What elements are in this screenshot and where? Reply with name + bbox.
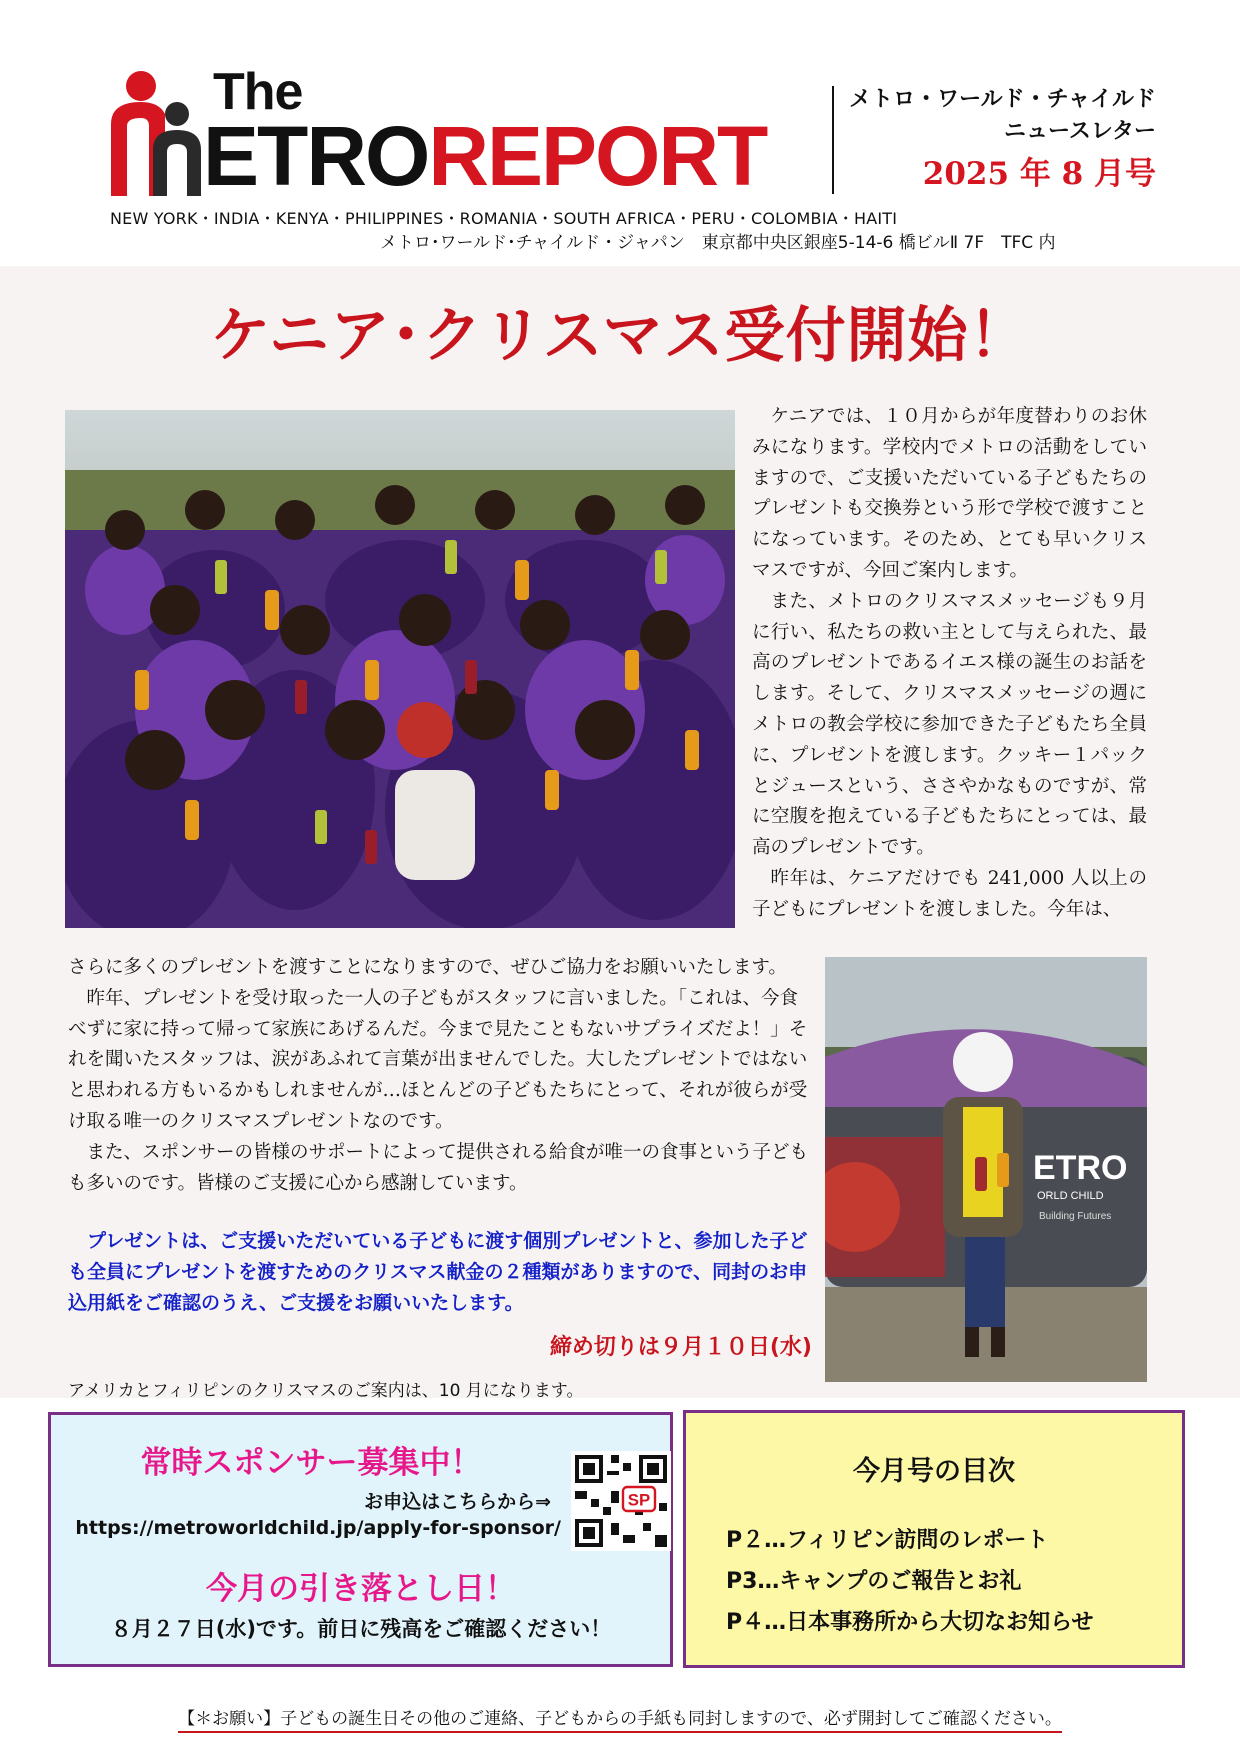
paragraph: ケニアでは、１０月からが年度替わりのお休みになります。学校内でメトロの活動をしていますので、ご支援いただいている子どもたちのプレゼントも交換券という形で学校で渡すことになっています。そのため、とても早いクリスマスですが、今回ご案内します。 (752, 406, 1147, 581)
issue-date: 2025 年 8 月号 (922, 156, 1156, 192)
qr-code-icon[interactable] (571, 1451, 671, 1551)
toc-item: P４…日本事務所から大切なお知らせ (726, 1610, 1094, 1635)
footer-note-text: 【＊お願い】子どもの誕生日その他のご連絡、子どもからの手紙も同封しますので、必ず開封してご確認ください。 (178, 1709, 1062, 1733)
metro-report-logo (105, 62, 805, 202)
toc-item: P２…フィリピン訪問のレポート (726, 1528, 1049, 1553)
paragraph: 昨年は、ケニアだけでも 241,000 人以上の子どもにプレゼントを渡しました。今年は、 (752, 867, 1147, 920)
article-text-left-column (68, 953, 816, 1199)
car-logo-text: ETRO (1033, 1149, 1128, 1187)
apply-instruction: お申込はこちらから⇒ (364, 1491, 551, 1513)
organization-name: メトロ・ワールド・チャイルド (849, 86, 1156, 112)
child-by-car-photo (825, 957, 1147, 1382)
paragraph: さらに多くのプレゼントを渡すことになりますので、ぜひご協力をお願いいたします。 (68, 957, 787, 978)
donation-info-note: プレゼントは、ご支援いただいている子どもに渡す個別プレゼントと、参加した子ども全員にプレゼントを渡すためのクリスマス献金の２種類がありますので、同封のお申込用紙をご確認のうえ、ご支援をお願いいたします。 (68, 1230, 808, 1314)
qr-badge-text: SP (627, 1490, 651, 1510)
car-logo-subtext: ORLD CHILD (1037, 1190, 1104, 1202)
header-divider (832, 86, 834, 194)
apply-link[interactable]: https://metroworldchild.jp/apply-for-sponsor/ (75, 1517, 561, 1539)
office-address: メトロ･ワールド･チャイルド・ジャパン 東京都中央区銀座5-14-6 橋ビルⅡ 7F TFC 内 (380, 233, 1056, 253)
logo-metro-text: ETRO (203, 109, 429, 203)
sponsor-box-title: 常時スポンサー募集中！ (140, 1445, 482, 1481)
car-logo-tagline: Building Futures (1039, 1211, 1112, 1222)
logo-report-text: REPORT (428, 109, 767, 203)
logo-the-text: The (213, 63, 303, 121)
footer-request-note (0, 1704, 1240, 1729)
other-countries-note: アメリカとフィリピンのクリスマスのご案内は、10 月になります。 (68, 1381, 584, 1401)
paragraph: また、スポンサーの皆様のサポートによって提供される給食が唯一の食事という子どもも多いのです。皆様のご支援に心から感謝しています。 (68, 1141, 809, 1194)
page-title: ケニア･クリスマス受付開始！ (210, 301, 1030, 371)
toc-title: 今月号の目次 (853, 1456, 1015, 1487)
logo-wordmark (105, 108, 766, 205)
debit-date-text: ８月２７日(水)です。前日に残高をご確認ください！ (110, 1617, 612, 1641)
toc-item: P3…キャンプのご報告とお礼 (726, 1569, 1022, 1594)
publication-type: ニュースレター (1003, 118, 1156, 144)
table-of-contents-box (683, 1410, 1185, 1668)
children-celebration-photo (65, 410, 735, 928)
sponsor-recruitment-box (48, 1412, 673, 1667)
debit-date-title: 今月の引き落とし日！ (206, 1571, 516, 1607)
article-text-right-column (752, 402, 1147, 926)
paragraph: 昨年、プレゼントを受け取った一人の子どもがスタッフに言いました。「これは、今食べずに家に持って帰って家族にあげるんだ。今まで見たこともないサプライズだよ！」それを聞いたスタッフは、涙があふれて言葉が出ませんでした。大したプレゼントではないと思われる方もいるかもしれませんが…ほとんどの子どもたちにとって、それが彼らが受け取る唯一のクリスマスプレゼントなのです。 (68, 987, 808, 1132)
paragraph: また、メトロのクリスマスメッセージも９月に行い、私たちの救い主として与えられた、最高のプレゼントであるイエス様の誕生のお話をします。そして、クリスマスメッセージの週にメトロの教会学校に参加できた子どもたち全員に、プレゼントを渡します。クッキー１パックとジュースという、ささやかなものですが、常に空腹を抱えている子どもたちにとっては、最高のプレゼントです。 (752, 590, 1147, 859)
deadline-notice: 締め切りは９月１０日(水) (549, 1335, 812, 1360)
country-list: NEW YORK・INDIA・KENYA・PHILIPPINES・ROMANIA・SOUTH AFRICA・PERU・COLOMBIA・HAITI (110, 209, 898, 228)
